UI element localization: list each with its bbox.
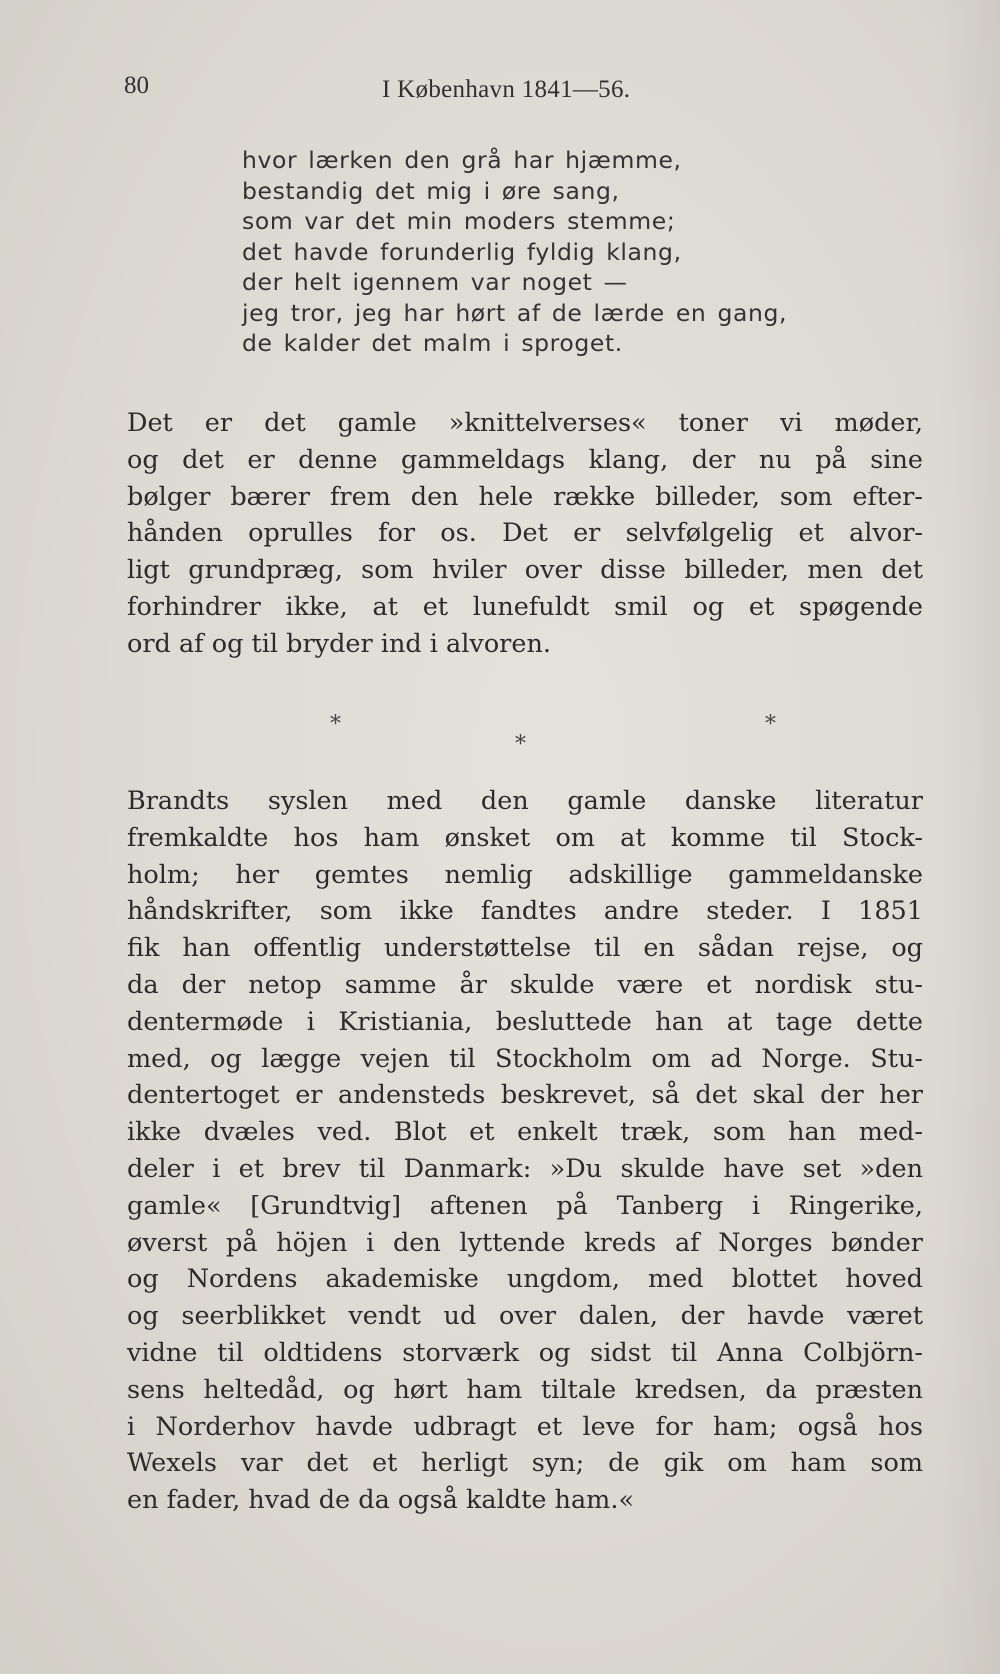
page-edge-shadow	[940, 0, 1000, 1674]
verse-line: der helt igennem var noget —	[242, 268, 628, 296]
section-separator	[0, 708, 1000, 757]
text-line: forhindrer ikke, at et lunefuldt smil og et spøgende	[127, 591, 923, 622]
verse-line: hvor lærken den grå har hjæmme,	[242, 146, 682, 174]
verse-line: det havde forunderlig fyldig klang,	[242, 237, 682, 266]
text-line: en fader, hvad de da også kaldte ham.«	[127, 1485, 635, 1516]
text-line: og Nordens akademiske ungdom, med blottet hoved	[127, 1264, 923, 1295]
text-line: håndskrifter, som ikke fandtes andre steder. I 1851	[127, 896, 923, 927]
text-line: Det er det gamle »knittelverses« toner vi møder,	[127, 408, 923, 438]
text-line: med, og lægge vejen til Stockholm om ad Norge. Stu-	[127, 1043, 923, 1074]
text-line: Brandts syslen med den gamle danske literatur	[127, 786, 923, 816]
page-number: 80	[124, 72, 149, 99]
text-line: Wexels var det et herligt syn; de gik om ham som	[127, 1448, 923, 1479]
asterism-star: *	[330, 712, 341, 737]
text-line: deler i et brev til Danmark: »Du skulde have set »den	[127, 1153, 923, 1184]
verse-line: som var det min moders stemme;	[242, 207, 676, 235]
text-line: fik han offentlig understøttelse til en sådan rejse, og	[127, 933, 923, 964]
text-line: dentertoget er andensteds beskrevet, så det skal der her	[127, 1080, 923, 1111]
asterism-star: *	[765, 712, 776, 737]
page-header	[124, 72, 925, 112]
running-head: I København 1841—56.	[382, 76, 631, 103]
text-line: og seerblikket vendt ud over dalen, der havde været	[127, 1301, 923, 1332]
text-line: bølger bærer frem den hele række billeder, som efter-	[127, 481, 923, 512]
text-line: dentermøde i Kristiania, besluttede han at tage dette	[127, 1006, 923, 1037]
verse-line: bestandig det mig i øre sang,	[242, 176, 620, 205]
text-line: øverst på höjen i den lyttende kreds af Norges bønder	[127, 1227, 923, 1258]
asterism-star: *	[515, 732, 526, 757]
text-line: da der netop samme år skulde være et nordisk stu-	[127, 969, 923, 1000]
text-line: vidne til oldtidens storværk og sidst til Anna Colbjörn-	[127, 1337, 923, 1368]
verse-line: jeg tror, jeg har hørt af de lærde en gang,	[242, 298, 788, 327]
text-line: hånden oprulles for os. Det er selvfølgelig et alvor-	[127, 518, 923, 549]
text-line: ikke dvæles ved. Blot et enkelt træk, som han med-	[127, 1117, 923, 1148]
text-line: og det er denne gammeldags klang, der nu på sine	[127, 444, 923, 475]
text-line: i Norderhov havde udbragt et leve for ham; også hos	[127, 1411, 923, 1442]
text-line: sens heltedåd, og hørt ham tiltale kredsen, da præsten	[127, 1374, 923, 1405]
text-line: gamle« [Grundtvig] aftenen på Tanberg i Ringerike,	[127, 1190, 923, 1221]
text-line: ligt grundpræg, som hviler over disse billeder, men det	[127, 555, 923, 586]
paragraph-knittelvers	[127, 405, 923, 663]
text-line: holm; her gemtes nemlig adskillige gammeldanske	[127, 859, 923, 890]
text-line: ord af og til bryder ind i alvoren.	[127, 628, 551, 659]
verse-stanza	[242, 145, 882, 359]
verse-line: de kalder det malm i sproget.	[242, 329, 623, 357]
paragraph-stockholm-journey	[127, 783, 923, 1519]
text-line: fremkaldte hos ham ønsket om at komme til Stock-	[127, 822, 923, 853]
